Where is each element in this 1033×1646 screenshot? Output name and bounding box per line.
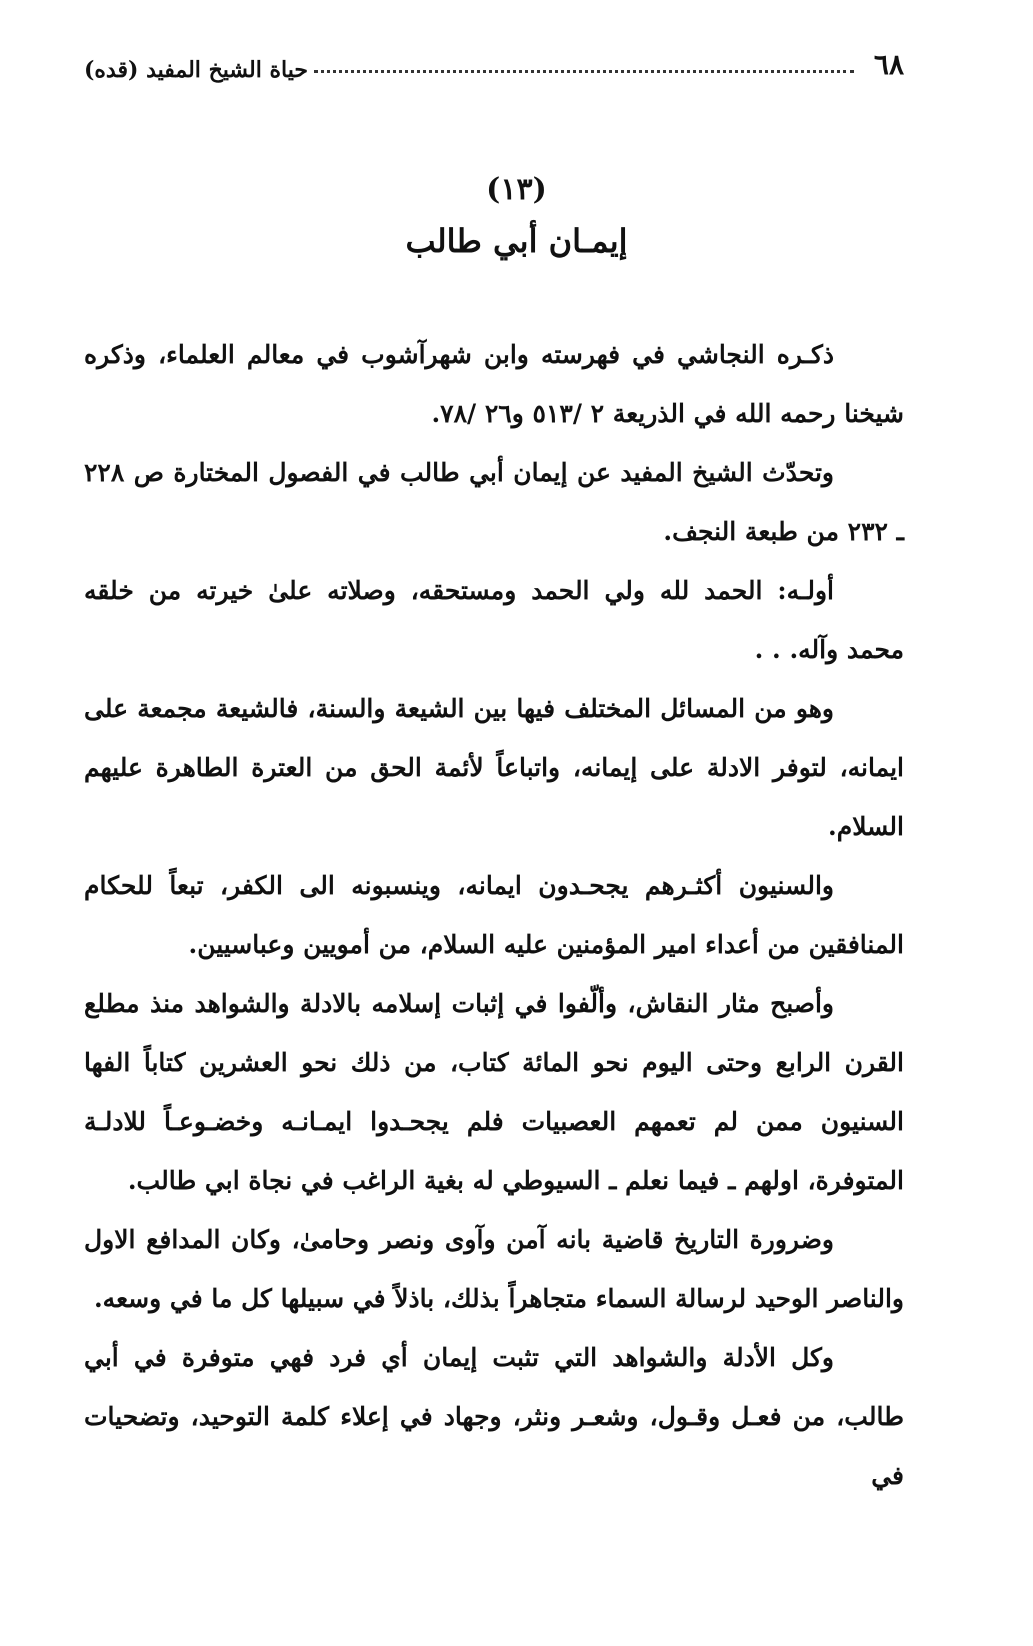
running-header	[84, 44, 904, 84]
chapter-number: (١٣)	[486, 172, 547, 207]
paragraph: ذكـره النجاشي في فهرسته وابن شهرآشوب في معالم العلماء، وذكره شيخنا رحمه الله في الذريعة ٢ /٥١٣ و٢٦ /٧٨.	[84, 340, 904, 428]
paragraph: وكل الأدلة والشواهد التي تثبت إيمان أي فرد فهي متوفرة في أبي طالب، من فعـل وقـول، وشعـر ونثر، وجهاد في إعلاء كلمة التوحيد، وتضحيات في	[84, 1343, 904, 1490]
running-title: حياة الشيخ المفيد (قده)	[84, 57, 308, 83]
dotted-leader	[314, 70, 854, 73]
paragraph: وهو من المسائل المختلف فيها بين الشيعة والسنة، فالشيعة مجمعة على ايمانه، لتوفر الادلة على إيمانه، واتباعاً لأئمة الحق من العترة الطاهرة عليهم السلام.	[84, 694, 904, 841]
paragraph: وتحدّث الشيخ المفيد عن إيمان أبي طالب في الفصول المختارة ص ٢٢٨ ـ ٢٣٢ من طبعة النجف.	[84, 458, 904, 546]
chapter-title: إيمـان أبي طالب	[405, 222, 628, 260]
paragraph: وضرورة التاريخ قاضية بانه آمن وآوى ونصر وحامىٰ، وكان المدافع الاول والناصر الوحيد لرسالة السماء متجاهراً بذلك، باذلاً في سبيلها كل ما في وسعه.	[84, 1225, 904, 1313]
body-text	[84, 325, 904, 1505]
paragraph: والسنيون أكثـرهم يجحـدون ايمانه، وينسبونه الى الكفر، تبعاً للحكام المنافقين من أعداء امير المؤمنين عليه السلام، من أمويين وعباسيين.	[84, 871, 904, 959]
page-number: ٦٨	[873, 47, 904, 81]
paragraph: أولـه: الحمد لله ولي الحمد ومستحقه، وصلاته علىٰ خيرته من خلقه محمد وآله. . .	[84, 576, 904, 664]
paragraph: وأصبح مثار النقاش، وألّفوا في إثبات إسلامه بالادلة والشواهد منذ مطلع القرن الرابع وحتى اليوم نحو المائة كتاب، من ذلك نحو العشرين كتاباً الفها السنيون ممن لم تعمهم العصبيات فلم يجحـدوا ايمـانـه وخضـوعـاً للادلـة المتوفرة، اولهم ـ فيما نعلم ـ السيوطي له بغية الراغب في نجاة ابي طالب.	[84, 989, 904, 1195]
